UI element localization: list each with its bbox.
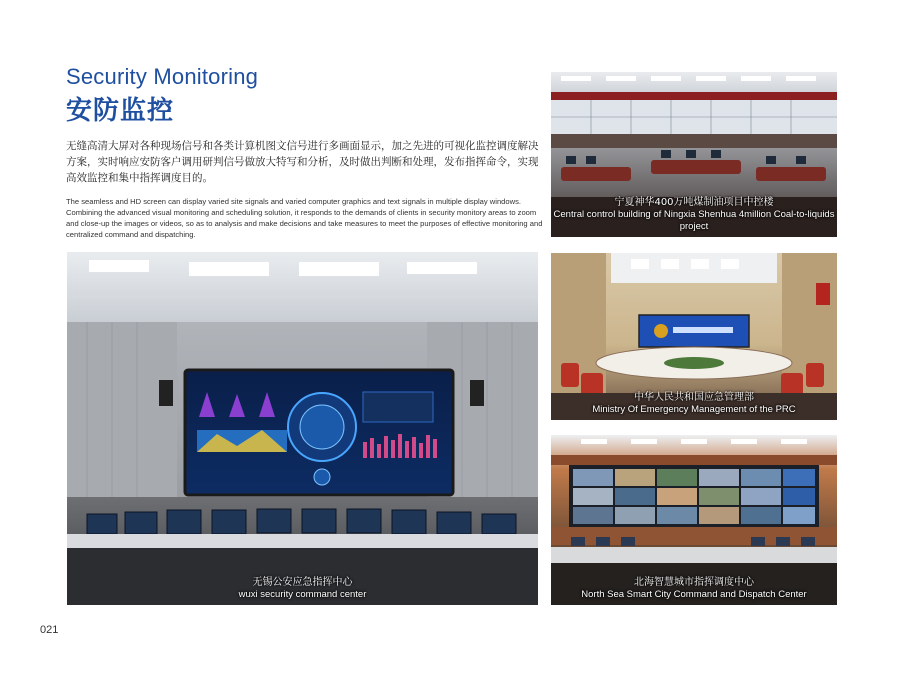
page-title-english: Security Monitoring [66,64,259,89]
photo-ningxia-control-building [551,72,837,237]
command-center-illustration [67,252,538,605]
caption-english: Ministry Of Emergency Management of the PRC [592,404,796,415]
photo-caption [551,197,837,233]
caption-chinese: 无锡公安应急指挥中心 [252,577,353,588]
photo-caption [551,577,837,601]
page-title-chinese: 安防监控 [66,96,175,126]
photo-caption [551,392,837,416]
photo-emergency-ministry [551,253,837,420]
caption-chinese: 中华人民共和国应急管理部 [634,392,754,403]
caption-english: wuxi security command center [238,589,367,600]
photo-caption [67,577,538,601]
description-chinese: 无缝高清大屏对各种现场信号和各类计算机图文信号进行多画面显示，加之先进的可视化监控调度解决方案，实时响应安防客户调用研判信号做放大特写和分析，及时做出判断和处理，发布指挥命令，实现高效监控和集中指挥调度目的。 [66,140,539,184]
caption-chinese: 北海智慧城市指挥调度中心 [634,577,754,588]
photo-wuxi-command-center [67,252,538,605]
caption-english: Central control building of Ningxia Shenhua 4million Coal-to-liquids project [553,209,835,232]
page-number: 021 [40,624,59,636]
description-english: The seamless and HD screen can display varied site signals and varied computer graphics and text signals in multiple display windows. Combining the advanced visual monitoring and scheduling solution, it responds to the demands of clients in security monitory areas to zoom and close-up the images or videos, so as to analysis and make decisions and take measures to meet the purposes of effective monitoring and centralized command and dispatching. [66,197,543,239]
caption-english: North Sea Smart City Command and Dispatch Center [581,589,807,600]
caption-chinese: 宁夏神华400万吨煤制油项目中控楼 [614,197,774,208]
photo-beihai-dispatch-center [551,435,837,605]
